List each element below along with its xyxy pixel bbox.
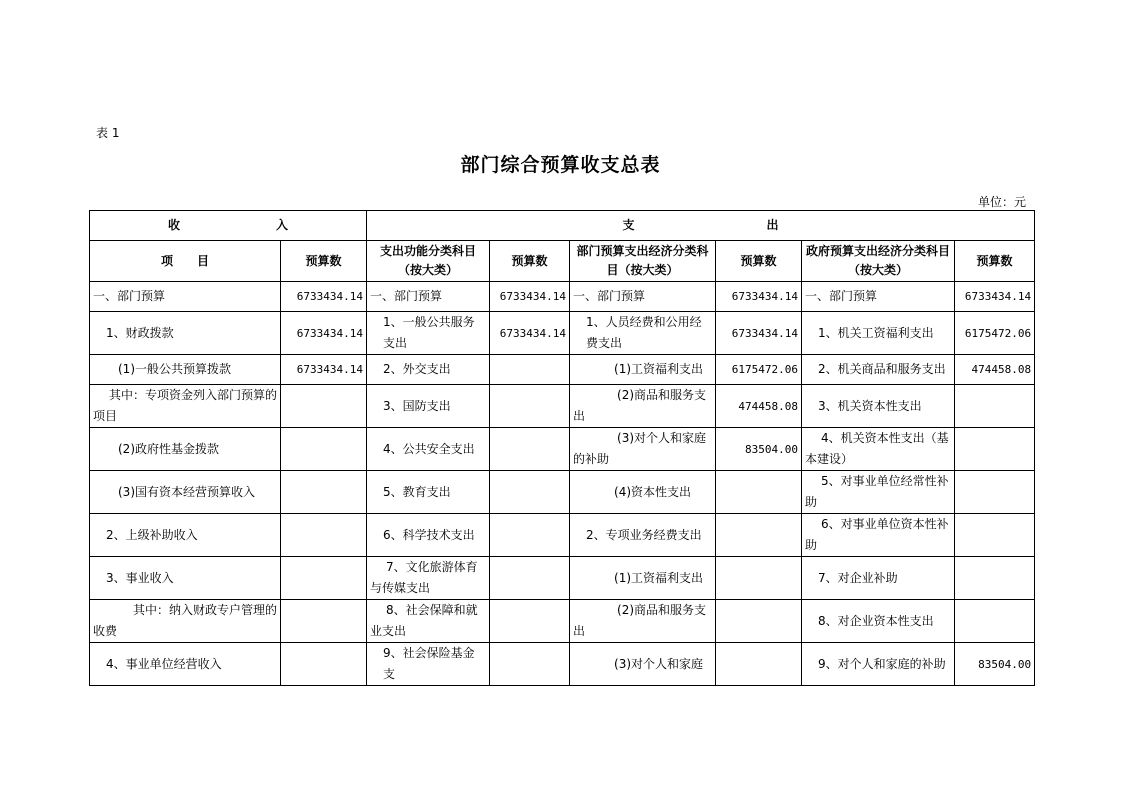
functional-item: 3、国防支出 — [367, 385, 490, 428]
gov-economic-item: 1、机关工资福利支出 — [802, 312, 955, 355]
income-item: 其中：纳入财政专户管理的收费 — [90, 600, 281, 643]
gov-economic-amount: 6175472.06 — [955, 312, 1035, 355]
gov-economic-item: 7、对企业补助 — [802, 557, 955, 600]
income-amount — [281, 600, 367, 643]
gov-economic-item: 3、机关资本性支出 — [802, 385, 955, 428]
functional-item: 8、社会保障和就业支出 — [367, 600, 490, 643]
functional-item: 9、社会保险基金支 — [367, 643, 490, 686]
table-number-label: 表 1 — [96, 126, 120, 140]
dept-economic-item: (3)对个人和家庭的补助 — [570, 428, 716, 471]
header-budget-dept: 预算数 — [716, 241, 802, 282]
table-row — [90, 600, 1035, 643]
dept-economic-amount: 83504.00 — [716, 428, 802, 471]
income-item: 1、财政拨款 — [90, 312, 281, 355]
header-budget-income: 预算数 — [281, 241, 367, 282]
income-amount — [281, 385, 367, 428]
functional-item: 7、文化旅游体育与传媒支出 — [367, 557, 490, 600]
functional-amount — [490, 643, 570, 686]
gov-economic-item: 2、机关商品和服务支出 — [802, 355, 955, 385]
header-functional-class: 支出功能分类科目（按大类） — [367, 241, 490, 282]
gov-economic-item: 5、对事业单位经常性补助 — [802, 471, 955, 514]
gov-economic-amount — [955, 557, 1035, 600]
income-amount: 6733434.14 — [281, 282, 367, 312]
dept-economic-amount: 6175472.06 — [716, 355, 802, 385]
dept-economic-item: (2)商品和服务支出 — [570, 600, 716, 643]
dept-economic-item: (2)商品和服务支出 — [570, 385, 716, 428]
column-header-row — [90, 241, 1035, 282]
table-row — [90, 312, 1035, 355]
functional-item: 2、外交支出 — [367, 355, 490, 385]
functional-item: 4、公共安全支出 — [367, 428, 490, 471]
table-row — [90, 557, 1035, 600]
table-row — [90, 428, 1035, 471]
table-row — [90, 355, 1035, 385]
dept-economic-item: (4)资本性支出 — [570, 471, 716, 514]
header-budget-functional: 预算数 — [490, 241, 570, 282]
gov-economic-item: 9、对个人和家庭的补助 — [802, 643, 955, 686]
functional-item: 一、部门预算 — [367, 282, 490, 312]
dept-economic-item: 1、人员经费和公用经费支出 — [570, 312, 716, 355]
gov-economic-item: 8、对企业资本性支出 — [802, 600, 955, 643]
functional-amount: 6733434.14 — [490, 312, 570, 355]
gov-economic-amount: 6733434.14 — [955, 282, 1035, 312]
gov-economic-amount — [955, 471, 1035, 514]
income-item: 一、部门预算 — [90, 282, 281, 312]
functional-amount — [490, 557, 570, 600]
dept-economic-amount — [716, 557, 802, 600]
functional-amount — [490, 355, 570, 385]
dept-economic-item: (3)对个人和家庭 — [570, 643, 716, 686]
dept-economic-item: (1)工资福利支出 — [570, 557, 716, 600]
income-item: 2、上级补助收入 — [90, 514, 281, 557]
table-row — [90, 282, 1035, 312]
functional-amount: 6733434.14 — [490, 282, 570, 312]
gov-economic-amount — [955, 428, 1035, 471]
functional-amount — [490, 385, 570, 428]
dept-economic-amount: 6733434.14 — [716, 282, 802, 312]
dept-economic-amount — [716, 600, 802, 643]
functional-item: 5、教育支出 — [367, 471, 490, 514]
functional-item: 6、科学技术支出 — [367, 514, 490, 557]
dept-economic-item: (1)工资福利支出 — [570, 355, 716, 385]
dept-economic-item: 一、部门预算 — [570, 282, 716, 312]
income-amount — [281, 471, 367, 514]
functional-amount — [490, 600, 570, 643]
dept-economic-amount — [716, 514, 802, 557]
income-item: 4、事业单位经营收入 — [90, 643, 281, 686]
functional-item: 1、一般公共服务支出 — [367, 312, 490, 355]
dept-economic-amount: 474458.08 — [716, 385, 802, 428]
income-item: (1)一般公共预算拨款 — [90, 355, 281, 385]
budget-summary-table — [89, 210, 1035, 686]
unit-label: 单位：元 — [977, 195, 1026, 209]
functional-amount — [490, 428, 570, 471]
functional-amount — [490, 514, 570, 557]
dept-economic-amount: 6733434.14 — [716, 312, 802, 355]
gov-economic-item: 一、部门预算 — [802, 282, 955, 312]
income-item: 其中：专项资金列入部门预算的项目 — [90, 385, 281, 428]
income-amount — [281, 643, 367, 686]
income-item: 3、事业收入 — [90, 557, 281, 600]
table-row — [90, 643, 1035, 686]
gov-economic-item: 4、机关资本性支出（基本建设） — [802, 428, 955, 471]
gov-economic-amount — [955, 385, 1035, 428]
expense-section-header: 支 出 — [367, 211, 1035, 241]
header-budget-gov: 预算数 — [955, 241, 1035, 282]
income-amount: 6733434.14 — [281, 355, 367, 385]
income-item: (3)国有资本经营预算收入 — [90, 471, 281, 514]
income-amount — [281, 428, 367, 471]
table-row — [90, 471, 1035, 514]
header-item: 项 目 — [90, 241, 281, 282]
income-amount — [281, 514, 367, 557]
gov-economic-amount: 474458.08 — [955, 355, 1035, 385]
gov-economic-amount — [955, 600, 1035, 643]
income-item: (2)政府性基金拨款 — [90, 428, 281, 471]
header-dept-economic-class: 部门预算支出经济分类科目（按大类） — [570, 241, 716, 282]
document-title: 部门综合预算收支总表 — [460, 154, 661, 176]
header-gov-economic-class: 政府预算支出经济分类科目（按大类） — [802, 241, 955, 282]
section-header-row — [90, 211, 1035, 241]
dept-economic-amount — [716, 643, 802, 686]
table-row — [90, 514, 1035, 557]
income-amount — [281, 557, 367, 600]
table-row — [90, 385, 1035, 428]
gov-economic-amount — [955, 514, 1035, 557]
functional-amount — [490, 471, 570, 514]
gov-economic-item: 6、对事业单位资本性补助 — [802, 514, 955, 557]
income-section-header: 收 入 — [90, 211, 367, 241]
income-amount: 6733434.14 — [281, 312, 367, 355]
gov-economic-amount: 83504.00 — [955, 643, 1035, 686]
dept-economic-amount — [716, 471, 802, 514]
dept-economic-item: 2、专项业务经费支出 — [570, 514, 716, 557]
